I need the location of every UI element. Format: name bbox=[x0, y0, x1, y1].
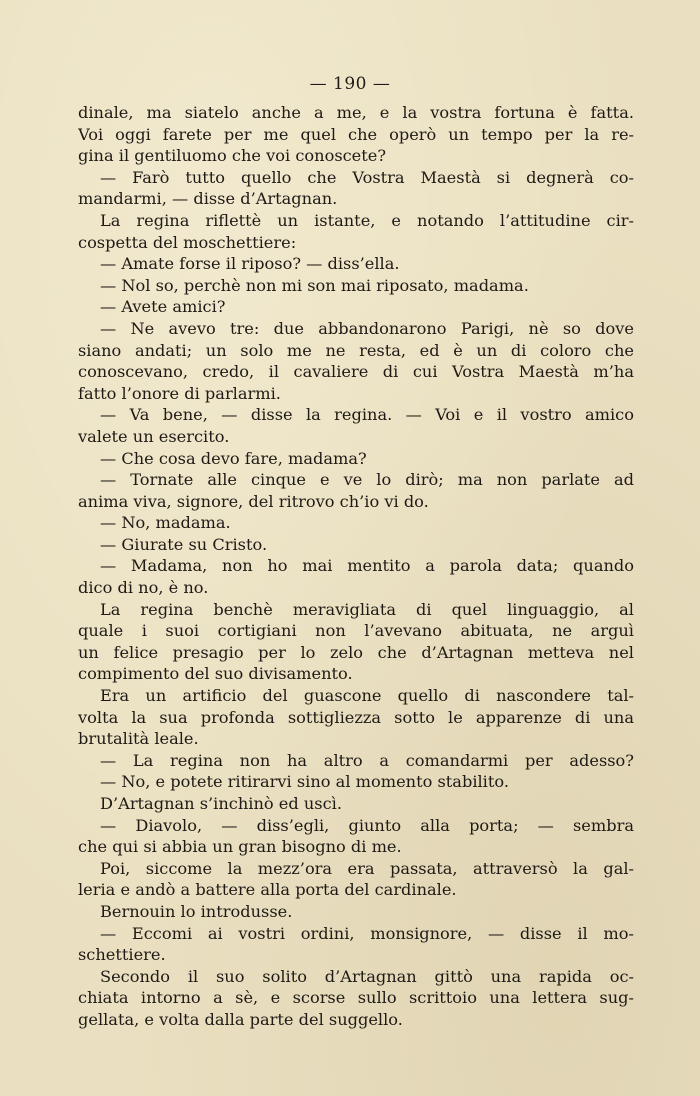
text-line: Era un artificio del guascone quello di nascondere tal- bbox=[100, 686, 634, 706]
text-line: — No, e potete ritirarvi sino al momento stabilito. bbox=[100, 772, 509, 792]
text-line: chiata intorno a sè, e scorse sullo scrittoio una lettera sug- bbox=[78, 988, 634, 1008]
text-line: che qui si abbia un gran bisogno di me. bbox=[78, 837, 402, 857]
text-line: — Nol so, perchè non mi son mai riposato, madama. bbox=[100, 275, 529, 295]
text-line: Poi, siccome la mezz’ora era passata, attraversò la gal- bbox=[100, 858, 634, 878]
text-line: Voi oggi farete per me quel che operò un tempo per la re- bbox=[78, 124, 634, 144]
text-line: volta la sua profonda sottigliezza sotto le apparenze di una bbox=[78, 707, 634, 727]
body-text bbox=[78, 102, 634, 1031]
text-line: — Va bene, — disse la regina. — Voi e il vostro amico bbox=[100, 405, 634, 425]
text-line: dico di no, è no. bbox=[78, 578, 209, 598]
text-line: — Tornate alle cinque e ve lo dirò; ma non parlate ad bbox=[100, 470, 634, 490]
text-line: leria e andò a battere alla porta del cardinale. bbox=[78, 880, 457, 900]
text-line: — Amate forse il riposo? — diss’ella. bbox=[100, 254, 400, 274]
text-line: La regina riflettè un istante, e notando l’attitudine cir- bbox=[100, 210, 634, 230]
text-line: — Eccomi ai vostri ordini, monsignore, — disse il mo- bbox=[100, 923, 634, 943]
text-line: — Avete amici? bbox=[100, 297, 226, 317]
text-line: compimento del suo divisamento. bbox=[78, 664, 353, 684]
text-line: gina il gentiluomo che voi conoscete? bbox=[78, 146, 387, 166]
text-line: gellata, e volta dalla parte del suggello. bbox=[78, 1009, 403, 1029]
text-line: Bernouin lo introdusse. bbox=[100, 901, 293, 921]
text-line: dinale, ma siatelo anche a me, e la vostra fortuna è fatta. bbox=[78, 103, 634, 122]
text-line: conoscevano, credo, il cavaliere di cui Vostra Maestà m’ha bbox=[78, 362, 634, 382]
text-line: valete un esercito. bbox=[78, 426, 230, 446]
text-line: — Farò tutto quello che Vostra Maestà si degnerà co- bbox=[100, 167, 634, 187]
text-line: — Ne avevo tre: due abbandonarono Parigi, nè so dove bbox=[100, 318, 634, 338]
text-line: siano andati; un solo me ne resta, ed è un di coloro che bbox=[78, 340, 634, 360]
text-line: brutalità leale. bbox=[78, 729, 199, 749]
text-line: schettiere. bbox=[78, 945, 166, 965]
text-line: un felice presagio per lo zelo che d’Artagnan metteva nel bbox=[78, 642, 634, 662]
text-line: mandarmi, — disse d’Artagnan. bbox=[78, 189, 338, 209]
text-line: D’Artagnan s’inchinò ed uscì. bbox=[100, 794, 342, 813]
text-line: — Madama, non ho mai mentito a parola data; quando bbox=[100, 556, 634, 576]
text-line: La regina benchè meravigliata di quel linguaggio, al bbox=[100, 599, 634, 619]
text-line: — Giurate su Cristo. bbox=[100, 534, 268, 554]
page-number-header: — 190 — bbox=[309, 74, 391, 94]
text-line: — Che cosa devo fare, madama? bbox=[100, 448, 367, 468]
text-line: cospetta del moschettiere: bbox=[78, 232, 297, 252]
text-line: Secondo il suo solito d’Artagnan gittò una rapida oc- bbox=[100, 966, 634, 986]
text-line: — Diavolo, — diss’egli, giunto alla porta; — sembra bbox=[100, 815, 634, 835]
text-line: fatto l’onore di parlarmi. bbox=[78, 383, 281, 403]
text-line: — No, madama. bbox=[100, 513, 231, 533]
text-line: — La regina non ha altro a comandarmi per adesso? bbox=[100, 750, 634, 770]
text-line: anima viva, signore, del ritrovo ch’io vi do. bbox=[78, 491, 429, 511]
text-line: quale i suoi cortigiani non l’avevano abituata, ne arguì bbox=[78, 621, 634, 641]
